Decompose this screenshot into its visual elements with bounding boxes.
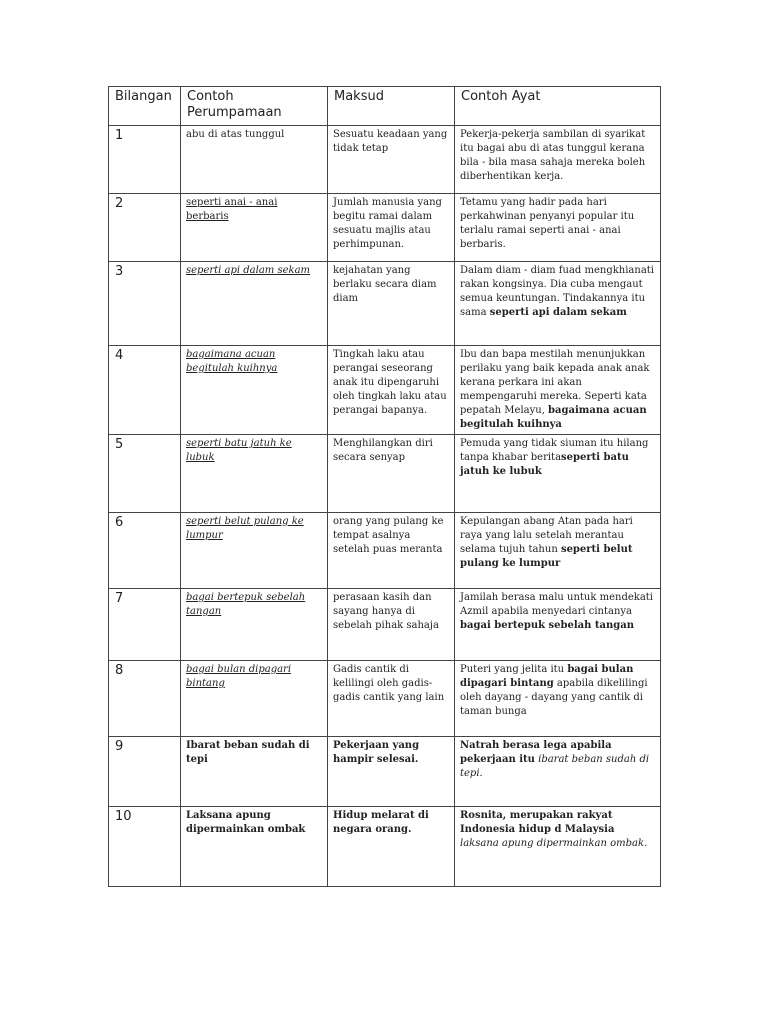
row-number: 8 [109, 661, 181, 737]
header-maksud: Maksud [328, 87, 455, 126]
table-row [109, 346, 661, 435]
table-row [109, 589, 661, 661]
table-row [109, 262, 661, 346]
ayat-cell [455, 435, 661, 513]
header-contoh-perumpamaan: Contoh Perumpamaan [181, 87, 328, 126]
maksud-cell: Jumlah manusia yang begitu ramai dalam sesuatu majlis atau perhimpunan. [328, 194, 455, 262]
maksud-cell: kejahatan yang berlaku secara diam diam [328, 262, 455, 346]
contoh-text: bagai bertepuk sebelah tangan [186, 592, 306, 617]
maksud-cell: Gadis cantik di kelilingi oleh gadis-gadis cantik yang lain [328, 661, 455, 737]
ayat-text: Ibu dan bapa mestilah menunjukkan perilaku yang baik kepada anak anak kerana perkara ini akan mempengaruhi mereka. Seperti kata pepatah Melayu, [460, 349, 650, 416]
header-contoh-ayat: Contoh Ayat [455, 87, 661, 126]
table-row [109, 194, 661, 262]
ayat-text-tail: apabila dikelilingi oleh dayang - dayang yang cantik di taman bunga [460, 678, 648, 717]
maksud-cell: Menghilangkan diri secara senyap [328, 435, 455, 513]
row-number: 6 [109, 513, 181, 589]
ayat-cell: Pekerja-pekerja sambilan di syarikat itu bagai abu di atas tunggul kerana bila - bila masa sahaja mereka boleh diberhentikan kerja. [455, 126, 661, 194]
contoh-text: bagaimana acuan begitulah kuihnya [186, 349, 278, 374]
table-row [109, 737, 661, 807]
maksud-cell: orang yang pulang ke tempat asalnya setelah puas meranta [328, 513, 455, 589]
ayat-text: Natrah berasa lega apabila pekerjaan itu [460, 740, 612, 765]
contoh-text: seperti batu jatuh ke lubuk [186, 438, 292, 463]
row-number: 1 [109, 126, 181, 194]
row-number: 9 [109, 737, 181, 807]
ayat-cell: Tetamu yang hadir pada hari perkahwinan penyanyi popular itu terlalu ramai seperti anai - anai berbaris. [455, 194, 661, 262]
ayat-peribahasa: laksana apung dipermainkan ombak. [460, 838, 648, 849]
maksud-cell: Tingkah laku atau perangai seseorang anak itu dipengaruhi oleh tingkah laku atau perangai bapanya. [328, 346, 455, 435]
ayat-cell [455, 589, 661, 661]
table-row [109, 661, 661, 737]
row-number: 2 [109, 194, 181, 262]
ayat-text: Jamilah berasa malu untuk mendekati Azmil apabila menyedari cintanya [460, 592, 654, 617]
table-row [109, 513, 661, 589]
contoh-cell [181, 513, 328, 589]
contoh-text: seperti api dalam sekam [186, 265, 311, 276]
maksud-cell: Hidup melarat di negara orang. [328, 807, 455, 887]
ayat-text: Kepulangan abang Atan pada hari raya yang lalu setelah merantau selama tujuh tahun [460, 516, 633, 555]
ayat-peribahasa: ibarat beban sudah di tepi. [460, 754, 650, 779]
ayat-cell [455, 513, 661, 589]
ayat-text: Dalam diam - diam fuad mengkhianati rakan kongsinya. Dia cuba mengaut semua keuntungan. Tindakannya itu sama [460, 265, 655, 318]
ayat-cell [455, 807, 661, 887]
row-number: 5 [109, 435, 181, 513]
maksud-cell: Pekerjaan yang hampir selesai. [328, 737, 455, 807]
ayat-text: Rosnita, merupakan rakyat Indonesia hidup d Malaysia [460, 810, 615, 835]
header-bilangan: Bilangan [109, 87, 181, 126]
ayat-cell [455, 262, 661, 346]
ayat-peribahasa: seperti api dalam sekam [489, 307, 627, 318]
ayat-text: Puteri yang jelita itu [460, 664, 568, 675]
row-number: 3 [109, 262, 181, 346]
contoh-text: bagai bulan dipagari bintang [186, 664, 292, 689]
maksud-cell: perasaan kasih dan sayang hanya di sebelah pihak sahaja [328, 589, 455, 661]
contoh-cell [181, 435, 328, 513]
ayat-text: Pemuda yang tidak siuman itu hilang tanpa khabar berita [460, 438, 649, 463]
contoh-text: seperti belut pulang ke lumpur [186, 516, 304, 541]
table-header-row [109, 87, 661, 126]
ayat-cell [455, 661, 661, 737]
ayat-cell [455, 737, 661, 807]
contoh-cell [181, 661, 328, 737]
table-row [109, 435, 661, 513]
row-number: 4 [109, 346, 181, 435]
peribahasa-table [108, 86, 661, 887]
contoh-cell: Ibarat beban sudah di tepi [181, 737, 328, 807]
contoh-cell: abu di atas tunggul [181, 126, 328, 194]
maksud-cell: Sesuatu keadaan yang tidak tetap [328, 126, 455, 194]
contoh-cell [181, 262, 328, 346]
contoh-cell [181, 589, 328, 661]
table-row [109, 807, 661, 887]
contoh-cell [181, 346, 328, 435]
ayat-peribahasa: bagai bertepuk sebelah tangan [460, 620, 634, 631]
contoh-text: seperti anai - anai berbaris [186, 197, 278, 222]
ayat-peribahasa: bagaimana acuan begitulah kuihnya [460, 405, 647, 430]
table-row [109, 126, 661, 194]
ayat-peribahasa: seperti belut pulang ke lumpur [460, 544, 633, 569]
row-number: 7 [109, 589, 181, 661]
row-number: 10 [109, 807, 181, 887]
ayat-peribahasa: seperti batu jatuh ke lubuk [460, 452, 629, 477]
contoh-cell [181, 194, 328, 262]
ayat-peribahasa: bagai bulan dipagari bintang [460, 664, 634, 689]
contoh-cell: Laksana apung dipermainkan ombak [181, 807, 328, 887]
ayat-cell [455, 346, 661, 435]
